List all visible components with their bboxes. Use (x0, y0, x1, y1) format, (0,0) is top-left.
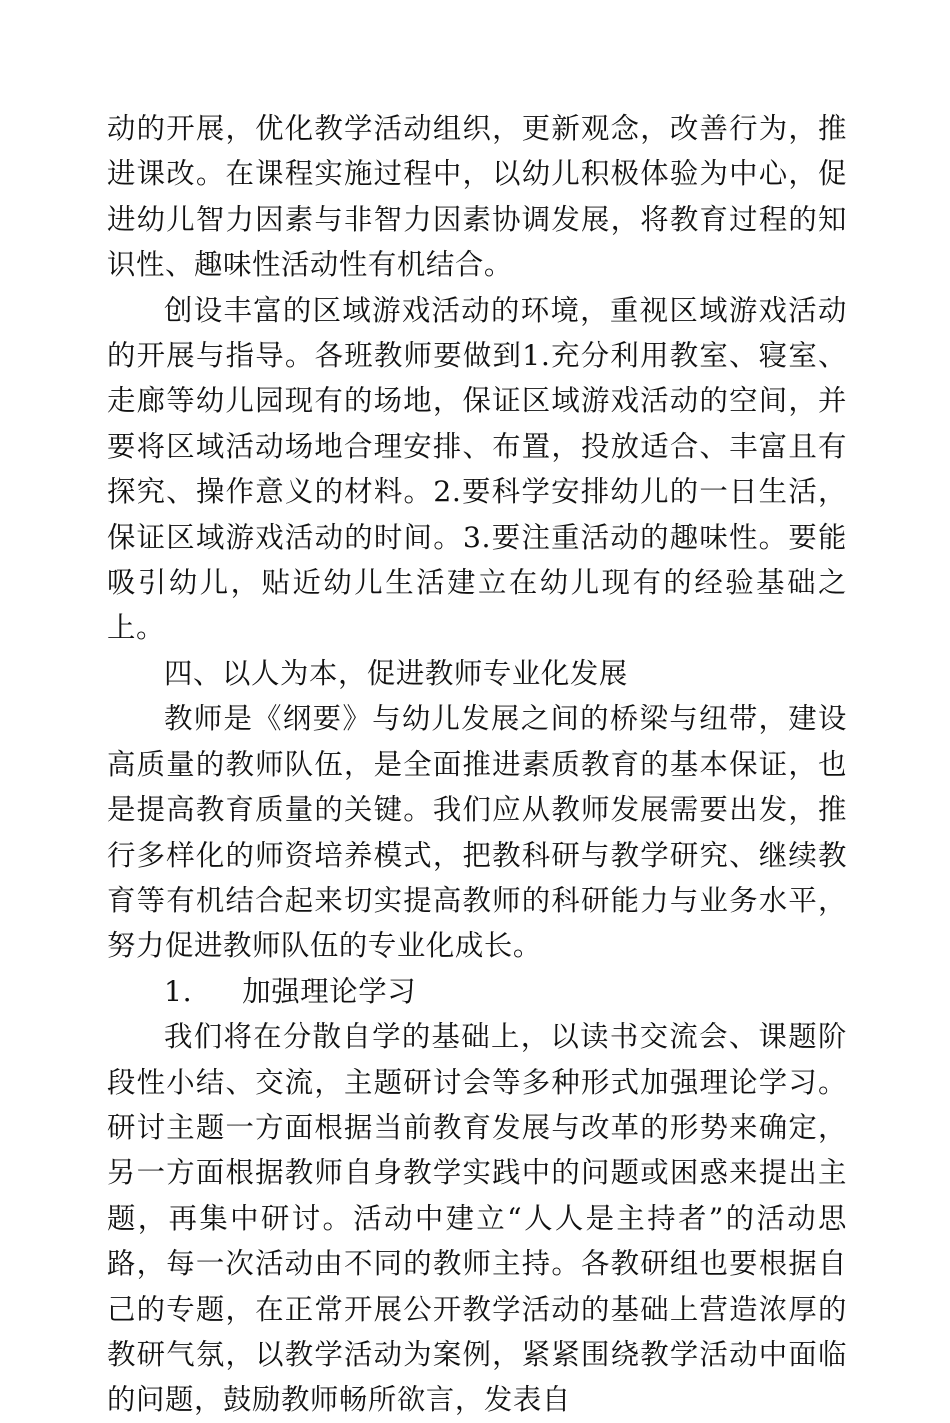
item-title: 加强理论学习 (242, 974, 417, 1008)
paragraph-theory-study: 我们将在分散自学的基础上，以读书交流会、课题阶段性小结、交流，主题研讨会等多种形式加强理论学习。研讨主题一方面根据当前教育发展与改革的形势来确定，另一方面根据教师自身教学实践中的问题或困惑来提出主题，再集中研讨。活动中建立“人人是主持者”的活动思路，每一次活动由不同的教师主持。各教研组也要根据自己的专题，在正常开展公开教学活动的基础上营造浓厚的教研气氛，以教学活动为案例，紧紧围绕教学活动中面临的问题，鼓励教师畅所欲言，发表自 (107, 1020, 847, 1417)
paragraph-area-games: 创设丰富的区域游戏活动的环境，重视区域游戏活动的开展与指导。各班教师要做到1.充分利用教室、寝室、走廊等幼儿园现有的场地，保证区域游戏活动的空间，并要将区域活动场地合理安排、布置，投放适合、丰富且有探究、操作意义的材料。2.要科学安排幼儿的一日生活，保证区域游戏活动的时间。3.要注重活动的趣味性。要能吸引幼儿，贴近幼儿生活建立在幼儿现有的经验基础之上。 (107, 293, 847, 645)
item-number: 1. (164, 974, 193, 1008)
paragraph-course-reform: 动的开展，优化教学活动组织，更新观念，改善行为，推进课改。在课程实施过程中，以幼儿积极体验为中心，促进幼儿智力因素与非智力因素协调发展，将教育过程的知识性、趣味性活动性有机结合。 (107, 112, 847, 282)
document-body (107, 106, 847, 1423)
numbered-item-theory-study (107, 969, 847, 1014)
paragraph-teacher-development: 教师是《纲要》与幼儿发展之间的桥梁与纽带，建设高质量的教师队伍，是全面推进素质教育的基本保证，也是提高教育质量的关键。我们应从教师发展需要出发，推行多样化的师资培养模式，把教科研与教学研究、继续教育等有机结合起来切实提高教师的科研能力与业务水平，努力促进教师队伍的专业化成长。 (107, 702, 847, 963)
section-heading-four: 四、以人为本，促进教师专业化发展 (164, 656, 628, 690)
